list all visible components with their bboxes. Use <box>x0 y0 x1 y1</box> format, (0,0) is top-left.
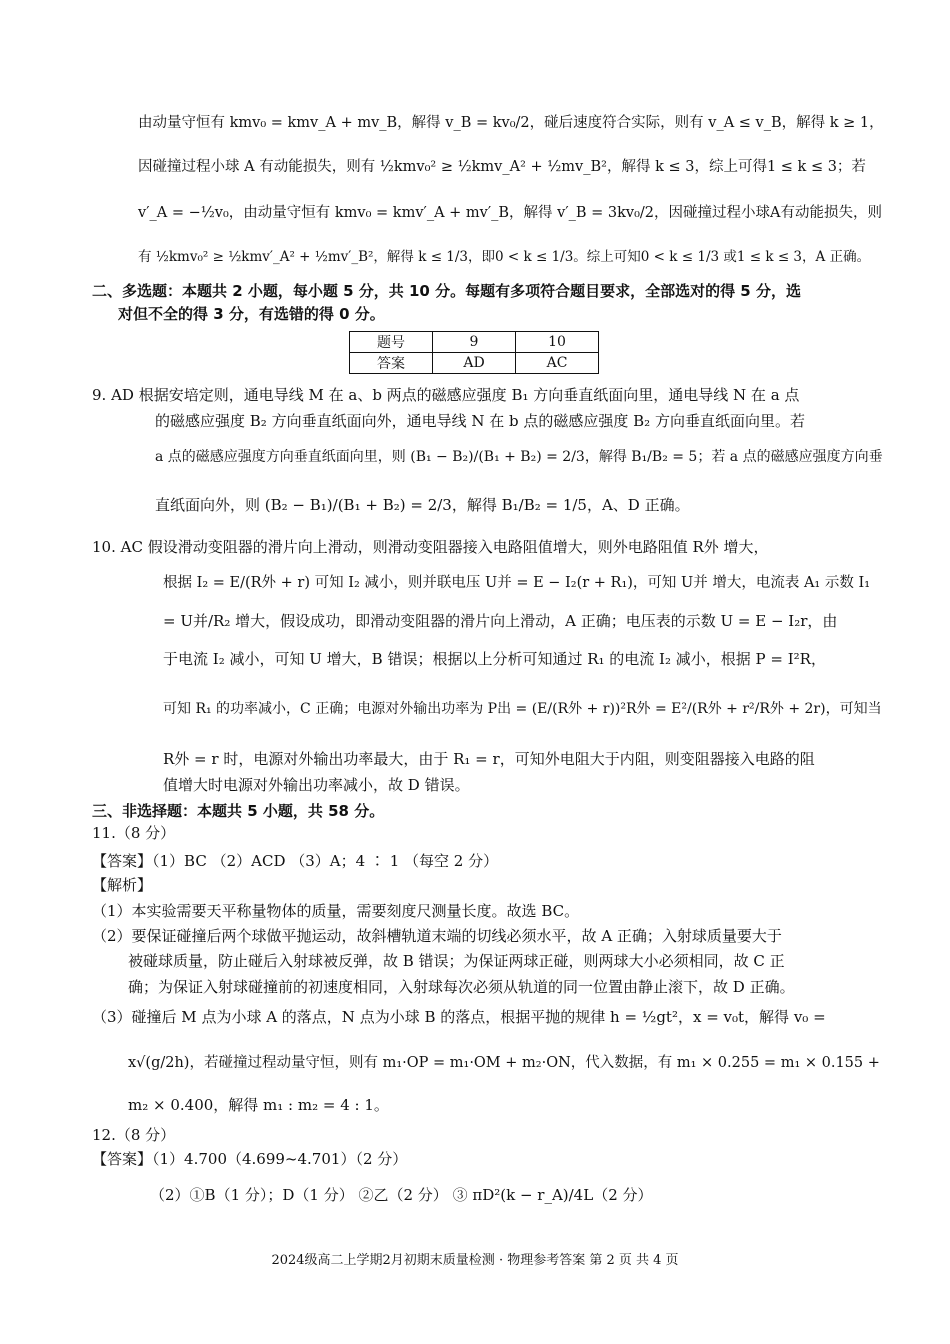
q10-line-2: 根据 I₂ = E/(R外 + r) 可知 I₂ 减小，则并联电压 U并 = E − I₂(r + R₁)，可知 U并 增大，电流表 A₁ 示数 I₁ <box>163 575 871 591</box>
q10-line-5: 可知 R₁ 的功率减小，C 正确；电源对外输出功率为 P出 = (E/(R外 + r))²R外 = E²/(R外 + r²/R外 + 2r)，可知当 <box>163 701 882 717</box>
answer-table <box>349 331 599 374</box>
table-row <box>350 353 599 374</box>
q8-line-3: v′_A = −½v₀，由动量守恒有 kmv₀ = kmv′_A + mv′_B，解得 v′_B = 3kv₀/2，因碰撞过程小球A有动能损失，则 <box>138 205 883 221</box>
q8-line-1: 由动量守恒有 kmv₀ = kmv_A + mv_B，解得 v_B = kv₀/2，碰后速度符合实际，则有 v_A ≤ v_B，解得 k ≥ 1， <box>138 115 884 131</box>
q9-line-2: 的磁感应强度 B₂ 方向垂直纸面向外，通电导线 N 在 b 点的磁感应强度 B₂ 方向垂直纸面向里。若 <box>155 412 805 430</box>
q11-p2c: 确；为保证入射球碰撞前的初速度相同，入射球每次必须从轨道的同一位置由静止滚下，故 D 正确。 <box>128 978 795 996</box>
q10-line-3: = U并/R₂ 增大，假设成功，即滑动变阻器的滑片向上滑动，A 正确；电压表的示数 U = E − I₂r，由 <box>163 612 838 630</box>
q9-line-3: a 点的磁感应强度方向垂直纸面向里，则 (B₁ − B₂)/(B₁ + B₂) = 2/3，解得 B₁/B₂ = 5；若 a 点的磁感应强度方向垂 <box>155 449 883 465</box>
q9-line-1: 9. AD 根据安培定则，通电导线 M 在 a、b 两点的磁感应强度 B₁ 方向垂直纸面向里，通电导线 N 在 a 点 <box>92 386 800 404</box>
q11-jiexi: 【解析】 <box>92 876 153 894</box>
page-footer: 2024级高二上学期2月初期末质量检测 · 物理参考答案 第 2 页 共 4 页 <box>271 1253 679 1268</box>
table-header-cell: 题号 <box>350 332 433 353</box>
table-cell: 答案 <box>350 353 433 374</box>
q12-head: 12.（8 分） <box>92 1126 176 1144</box>
q10-line-7: 值增大时电源对外输出功率减小，故 D 错误。 <box>163 776 470 794</box>
q11-p3b: x√(g/2h)，若碰撞过程动量守恒，则有 m₁·OP = m₁·OM + m₂·ON，代入数据，有 m₁ × 0.255 = m₁ × 0.155 + <box>128 1055 880 1071</box>
q10-line-6: R外 = r 时，电源对外输出功率最大，由于 R₁ = r，可知外电阻大于内阻，则变阻器接入电路的阻 <box>163 750 815 768</box>
q11-p2b: 被碰球质量，防止碰后入射球被反弹，故 B 错误；为保证两球正碰，则两球大小必须相同，故 C 正 <box>128 952 785 970</box>
q11-head: 11.（8 分） <box>92 824 176 842</box>
section2-title-line1: 二、多选题：本题共 2 小题，每小题 5 分，共 10 分。每题有多项符合题目要求，全部选对的得 5 分，选 <box>92 282 801 300</box>
table-header-cell: 9 <box>433 332 516 353</box>
table-cell: AC <box>516 353 599 374</box>
q8-line-2: 因碰撞过程小球 A 有动能损失，则有 ½kmv₀² ≥ ½kmv_A² + ½mv_B²，解得 k ≤ 3，综上可得1 ≤ k ≤ 3；若 <box>138 159 866 175</box>
q11-answer: 【答案】（1）BC （2）ACD （3）A；4 ∶ 1 （每空 2 分） <box>92 852 499 870</box>
q11-p3a: （3）碰撞后 M 点为小球 A 的落点，N 点为小球 B 的落点，根据平抛的规律 h = ½gt²，x = v₀t，解得 v₀ = <box>92 1008 826 1026</box>
table-row <box>350 332 599 353</box>
section2-title-line2: 对但不全的得 3 分，有选错的得 0 分。 <box>118 305 385 323</box>
table-cell: AD <box>433 353 516 374</box>
q10-line-1: 10. AC 假设滑动变阻器的滑片向上滑动，则滑动变阻器接入电路阻值增大，则外电路阻值 R外 增大， <box>92 538 769 556</box>
table-header-cell: 10 <box>516 332 599 353</box>
q10-line-4: 于电流 I₂ 减小，可知 U 增大，B 错误；根据以上分析可知通过 R₁ 的电流 I₂ 减小，根据 P = I²R， <box>163 650 826 668</box>
section3-title: 三、非选择题：本题共 5 小题，共 58 分。 <box>92 802 385 820</box>
q12-answer-2: （2）①B（1 分）；D（1 分） ②乙（2 分） ③ πD²(k − r_A)/4L（2 分） <box>150 1186 653 1204</box>
q11-p3c: m₂ × 0.400，解得 m₁ : m₂ = 4 : 1。 <box>128 1096 389 1114</box>
q9-line-4: 直纸面向外，则 (B₂ − B₁)/(B₁ + B₂) = 2/3，解得 B₁/B₂ = 1/5，A、D 正确。 <box>155 496 690 514</box>
q11-p1: （1）本实验需要天平称量物体的质量，需要刻度尺测量长度。故选 BC。 <box>92 902 580 920</box>
q8-line-4: 有 ½kmv₀² ≥ ½kmv′_A² + ½mv′_B²，解得 k ≤ 1/3，即0 < k ≤ 1/3。综上可知0 < k ≤ 1/3 或1 ≤ k ≤ 3，A 正确。 <box>138 249 871 265</box>
q11-p2a: （2）要保证碰撞后两个球做平抛运动，故斜槽轨道末端的切线必须水平，故 A 正确；入射球质量要大于 <box>92 927 782 945</box>
q12-answer-1: 【答案】（1）4.700（4.699~4.701）（2 分） <box>92 1150 408 1168</box>
